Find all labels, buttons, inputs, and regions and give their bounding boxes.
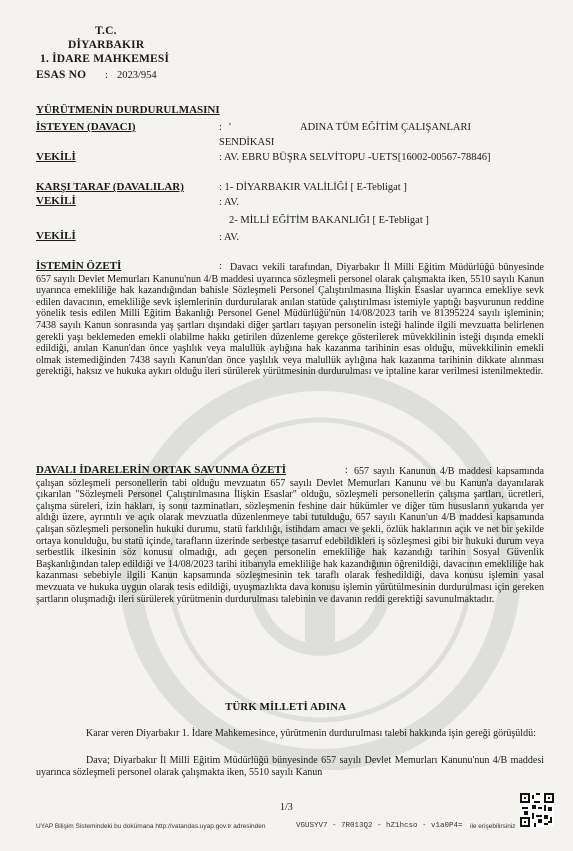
request-title-2: İSTEYEN (DAVACI) [36,121,136,133]
defense-colon: : [345,465,348,476]
summary-title: İSTEMİN ÖZETİ [36,260,122,272]
defendant-label: KARŞI TARAF (DAVALILAR) [36,181,184,193]
vekil-value-3: : AV. [219,232,240,243]
esas-colon: : [105,70,108,81]
defense-title: DAVALI İDARELERİN ORTAK SAVUNMA ÖZETİ [36,464,287,476]
plaintiff-name: ADINA TÜM EĞİTİM ÇALIŞANLARI [300,122,472,133]
vekil-value-2: : AV. [219,197,240,208]
footer-tail: ile erişebilirsiniz [470,823,516,830]
qr-code-icon [520,793,554,827]
page-number: 1/3 [280,802,293,813]
defendant-1: : 1- DİYARBAKIR VALİLİĞİ [ E-Tebligat ] [219,182,407,193]
vekil-label-3: VEKİLİ [36,230,76,242]
esas-label: ESAS NO [36,69,87,81]
request-title-1: YÜRÜTMENİN DURDURULMASINI [36,104,220,116]
esas-number: 2023/954 [117,70,157,81]
footer-code: VGUSYV7 - 7R013Q2 - hZ1hcso - v1a0P4= [296,822,463,830]
decision-p2: Dava; Diyarbakır İl Milli Eğitim Müdürlüğü bünyesinde 657 sayılı Devlet Memurları Kanunu'nun 4/B maddesi uyarınca sözleşmeli personel olarak çalışmakta iken, 5510 sayılı Kanun [36,755,544,778]
plaintiff-mark: ' [229,122,231,133]
vekil-label-2: VEKİLİ [36,195,76,207]
vekil-label-1: VEKİLİ [36,151,76,163]
header-city: DİYARBAKIR [68,39,145,51]
defendant-2: 2- MİLLİ EĞİTİM BAKANLIĞI [ E-Tebligat ] [229,215,429,226]
summary-text: Davacı vekili tarafından, Diyarbakır İl Milli Eğitim Müdürlüğü bünyesinde 657 sayılı Devlet Memurları Kanunu'nun 4/B maddesi uyarınca sözleşmeli personel olarak çalışmakta iken, 5510 sayılı Kanun uyarınca emekliliğe hak kazandığından bahisle Sözleşmeli Personel Çalıştırılmasına İlişkin Esaslar uyarınca emekliye sevk edilen davacının, emekliliğe sevk işlemlerinin durdurularak anılan statüde çalıştırılması istemiyle yaptığı başvurunun reddine yönelik tesis edilen Milli Eğitim Bakanlığı Personel Genel Müdürlüğü'nün 14/08/2023 tarih ve 81395224 sayılı işleminin; 7438 sayılı Kanun sonrasında yaş şartları dışındaki diğer şartları taşıyan personelin isteği halinde ilgili mevzuatta belirlenen gerekli yaşı beklemeden emekli olabilme hakkı getirilen düzenleme gerekçe gösterilerek müvekkilinin isteği dışında emekli edildiği, anılan Kanun'dan önce yaşlılık veya malullük aylığına hak kazanma tarihinin esas olduğu, müvekkilinin emekli olmak istemediğinden 7438 sayılı Kanun'dan önce yaşlılık veya malullük aylığına hak kazanma tarihinin dikkate alınması gerektiği, haksız ve hukuka aykırı olduğu ileri sürülerek yürütmesinin durdurulması ve iptaline karar verilmesi istenilmektedir. [36,262,544,378]
header-court: 1. İDARE MAHKEMESİ [40,53,170,65]
defense-text: 657 sayılı Kanunun 4/B maddesi kapsamında çalışan sözleşmeli personellerin tabi olduğu mevzuatın 657 sayılı Devlet Memurları Kanunu ve bu Kanun'a dayanılarak çıkarılan "Sözleşmeli Personel Çalıştırılmasına İlişkin Esaslar" olduğu, sözleşmeli personellerin çalışma şartları, ücretleri, çalışma süreleri, izin hakları, iş sonu tazminatları, sözleşmenin feshine dair hükümler ve diğer tüm hususların yukarıda yer aldığı üzere, ayrıntılı ve açık olarak mevzuatla düzenlenmeye tabi tutulduğu, 657 sayılı Kanun'un 4/B maddesi kapsamında çalışan sözleşmeli personelin hukuki durumu, statü farklılığı, istihdam amacı ve şekli, özlük haklarının açık ve net bir şekilde ortaya konulduğu, bu statü içinde, tarafların üzerinde serbestçe tasarruf edebildikleri iş sözleşmesi gibi bir hukuki durum veya serbestlik ilkesinin söz konusu olmadığı, adı geçen personelin emekliliğe hak kazandığı tarihin Sosyal Güvenlik Başkanlığından talep edildiği ve 14/08/2023 tarihi itibarıyla emekliliğe hak kazandığının öğrenildiği, davacının emekliliğe hak kazanması sebebiyle ilgili Kanun kapsamında sözleşmesinin tek taraflı olarak feshedildiği, dava konusu işlemin yasal mevzuata ve hukuka uygun olarak tesis edildiği, uyuşmazlıkta dava konusu işlemin yürütülmesinin durdurulması için gereken şartların oluşmadığı ileri sürülerek yürütmenin durdurulması talebinin ve davanın reddi gerektiği savunulmaktadır. [36,466,544,605]
decision-title: TÜRK MİLLETİ ADINA [225,701,347,713]
plaintiff-name-2: SENDİKASI [219,137,275,148]
vekil-value-1: : AV. EBRU BÜŞRA SELVİTOPU -UETS[16002-00567-78846] [219,152,491,163]
summary-colon: : [219,261,222,272]
decision-p1: Karar veren Diyarbakır 1. İdare Mahkemesince, yürütmenin durdurulması talebi hakkında işin gereği görüşüldü: [86,728,536,739]
footer-uyap-text: UYAP Bilişim Sistemindeki bu dokümana http://vatandas.uyap.gov.tr adresinden [36,823,266,830]
plaintiff-colon: : [219,122,222,133]
header-tc: T.C. [95,25,117,37]
